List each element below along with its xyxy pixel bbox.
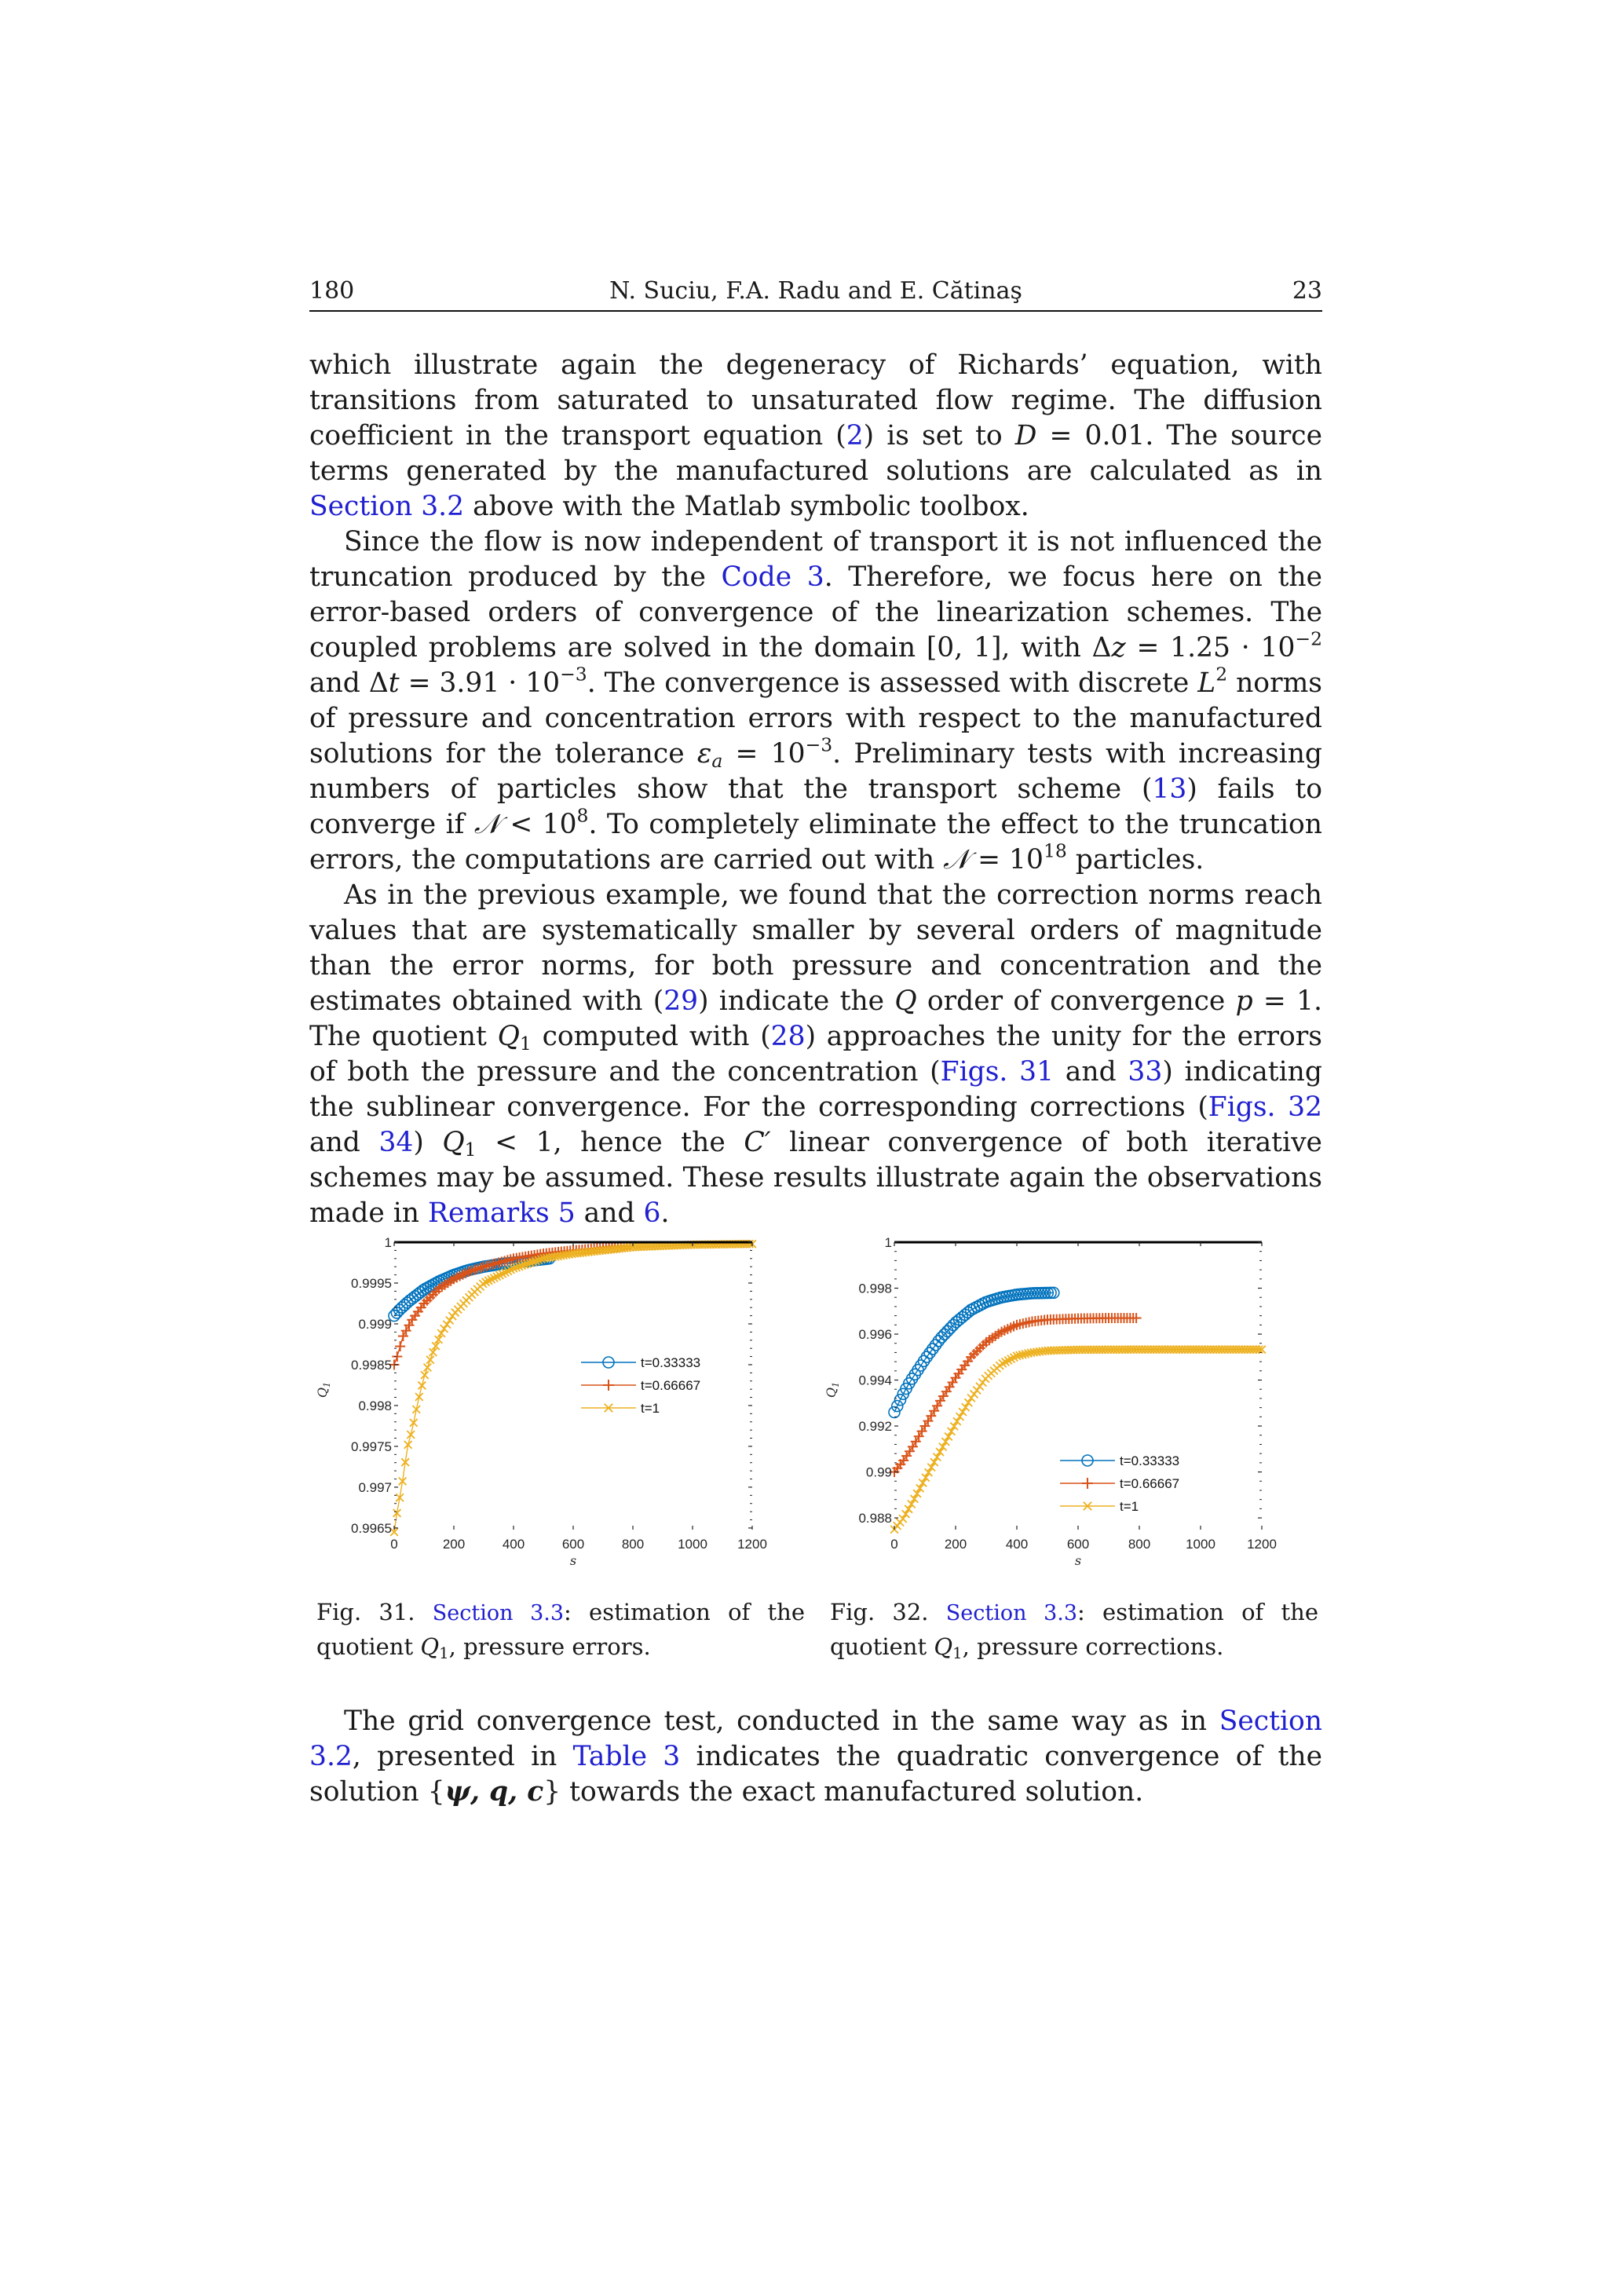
x-tick-label: 0 <box>390 1537 398 1552</box>
figure-32-caption: Fig. 32. Section 3.3: estimation of the quotient $Q_1$, pressure corrections. <box>830 1599 1318 1662</box>
figure-31-caption: Fig. 31. Section 3.3: estimation of the quotient $Q_1$, pressure errors. <box>316 1599 805 1662</box>
journal-page-number: 180 <box>309 277 355 305</box>
figure-32-chart <box>824 1225 1296 1586</box>
y-tick-label: 0.998 <box>858 1281 892 1296</box>
caption-32-section-ref[interactable]: Section 3.3 <box>945 1601 1078 1625</box>
equation-ref-13[interactable]: 13 <box>1152 773 1187 805</box>
figure-31-chart <box>314 1225 785 1586</box>
y-tick-label: 0.997 <box>358 1479 392 1495</box>
code-ref-3[interactable]: Code 3 <box>721 561 824 593</box>
legend-label: t=1 <box>641 1401 660 1416</box>
figure-ref-34[interactable]: 34 <box>378 1127 414 1158</box>
body-text-top <box>309 348 1322 1231</box>
series-t=0.66667 <box>389 1241 635 1370</box>
paragraph-3: As in the previous example, we found that the correction norms reach values that are systematically smaller by several orders of magnitude than the error norms, for both pressure and concentration and the estimates obtained with (29) indicate the Q order of convergence p = 1. The quotient $Q_1$ computed with (28) approaches the unity for the errors of both the pressure and the concentration (Figs. 31 and 33) indicating the sublinear convergence. For the corresponding corrections (Figs. 32 and 34) $Q_1 < 1$, hence the C′ linear convergence of both iterative schemes may be assumed. These results illustrate again the observations made in Remarks 5 and 6. <box>309 879 1323 1229</box>
y-axis-label: $Q_1$ <box>315 1381 332 1398</box>
paragraph-2: Since the flow is now independent of transport it is not influenced the truncation produced by the Code 3. Therefore, we focus here on the error-based orders of convergence of the linearization schemes. The coupled problems are solved in the domain [0, 1], with $\Delta z = 1.25 \cdot 10^{-2}$ and $\Delta t = 3.91 \cdot 10^{-3}$. The convergence is assessed with discrete $L^2$ norms of pressure and concentration errors with respect to the manufactured solutions for the tolerance $\varepsilon_a = 10^{-3}$. Preliminary tests with increasing numbers of particles show that the transport scheme (13) fails to converge if 𝒩 < $10^8$. To completely eliminate the effect to the truncation errors, the computations are carried out with 𝒩 = $10^{18}$ particles. <box>309 526 1323 876</box>
y-tick-label: 1 <box>884 1235 892 1250</box>
paragraph-1: which illustrate again the degeneracy of Richards’ equation, with transitions from saturated to unsaturated flow regime. The diffusion coefficient in the transport equation (2) is set to D = 0.01. The source terms generated by the manufactured solutions are calculated as in Section 3.2 above with the Matlab symbolic toolbox. <box>309 349 1322 522</box>
header-rule <box>309 310 1322 312</box>
running-head-authors: N. Suciu, F.A. Radu and E. Cătinaş <box>609 277 1022 305</box>
x-tick-label: 200 <box>944 1537 967 1552</box>
article-page-number: 23 <box>1292 277 1322 305</box>
equation-ref-28[interactable]: 28 <box>770 1021 806 1052</box>
section-ref-3-2[interactable]: Section 3.2 <box>309 491 465 522</box>
series-t=1 <box>890 1346 1266 1534</box>
y-tick-label: 0.9965 <box>351 1520 392 1536</box>
series-t=0.66667 <box>890 1313 1142 1477</box>
y-tick-label: 0.9985 <box>351 1357 392 1373</box>
y-tick-label: 0.9975 <box>351 1439 392 1454</box>
chart-legend <box>581 1355 700 1416</box>
figure-ref-33[interactable]: 33 <box>1128 1056 1163 1088</box>
y-tick-label: 0.998 <box>358 1398 392 1413</box>
x-tick-label: 600 <box>1066 1537 1090 1552</box>
equation-ref-29[interactable]: 29 <box>663 985 699 1017</box>
x-tick-label: 600 <box>561 1537 585 1552</box>
body-text-bottom <box>309 1704 1322 1810</box>
x-tick-label: 800 <box>1128 1537 1151 1552</box>
x-axis-label: s <box>1074 1553 1082 1568</box>
x-tick-label: 1000 <box>678 1537 707 1552</box>
chart-legend <box>1060 1453 1179 1514</box>
y-tick-label: 0.992 <box>858 1419 892 1435</box>
running-header <box>309 273 1322 309</box>
x-tick-label: 1200 <box>737 1537 767 1552</box>
legend-label: t=0.33333 <box>1120 1453 1180 1468</box>
x-tick-label: 0 <box>890 1537 898 1552</box>
legend-label: t=1 <box>1120 1499 1139 1514</box>
remark-ref-6[interactable]: 6 <box>643 1197 661 1229</box>
y-tick-label: 0.988 <box>858 1511 892 1526</box>
legend-label: t=0.33333 <box>641 1355 701 1370</box>
x-tick-label: 1000 <box>1186 1537 1215 1552</box>
paragraph-4: The grid convergence test, conducted in the same way as in Section 3.2, presented in Table 3 indicates the quadratic convergence of the solution {ψ, q, c} towards the exact manufactured solution. <box>309 1706 1322 1808</box>
figure-ref-31[interactable]: Figs. 31 <box>940 1056 1055 1088</box>
caption-31-section-ref[interactable]: Section 3.3 <box>432 1601 565 1625</box>
x-tick-label: 400 <box>1005 1537 1029 1552</box>
legend-label: t=0.66667 <box>641 1378 701 1393</box>
remarks-ref-5[interactable]: Remarks 5 <box>427 1197 576 1229</box>
equation-ref-2[interactable]: 2 <box>846 420 864 452</box>
x-axis-label: s <box>569 1553 577 1568</box>
y-tick-label: 1 <box>384 1235 392 1250</box>
figure-31-plot <box>314 1225 785 1586</box>
x-tick-label: 400 <box>502 1537 525 1552</box>
legend-label: t=0.66667 <box>1120 1476 1180 1491</box>
x-tick-label: 800 <box>621 1537 645 1552</box>
y-tick-label: 0.996 <box>858 1327 892 1343</box>
figure-ref-32[interactable]: Figs. 32 <box>1208 1091 1322 1123</box>
figure-32-plot <box>824 1225 1296 1586</box>
y-tick-label: 0.99 <box>865 1464 892 1480</box>
y-tick-label: 0.994 <box>858 1373 892 1388</box>
table-ref-3[interactable]: Table 3 <box>572 1741 681 1772</box>
y-tick-label: 0.999 <box>358 1316 392 1332</box>
y-axis-label: $Q_1$ <box>824 1381 841 1398</box>
x-tick-label: 200 <box>442 1537 466 1552</box>
x-tick-label: 1200 <box>1247 1537 1277 1552</box>
y-tick-label: 0.9995 <box>351 1275 392 1291</box>
section-ref-3-2-b[interactable]: Section 3.2 <box>309 1706 1322 1772</box>
